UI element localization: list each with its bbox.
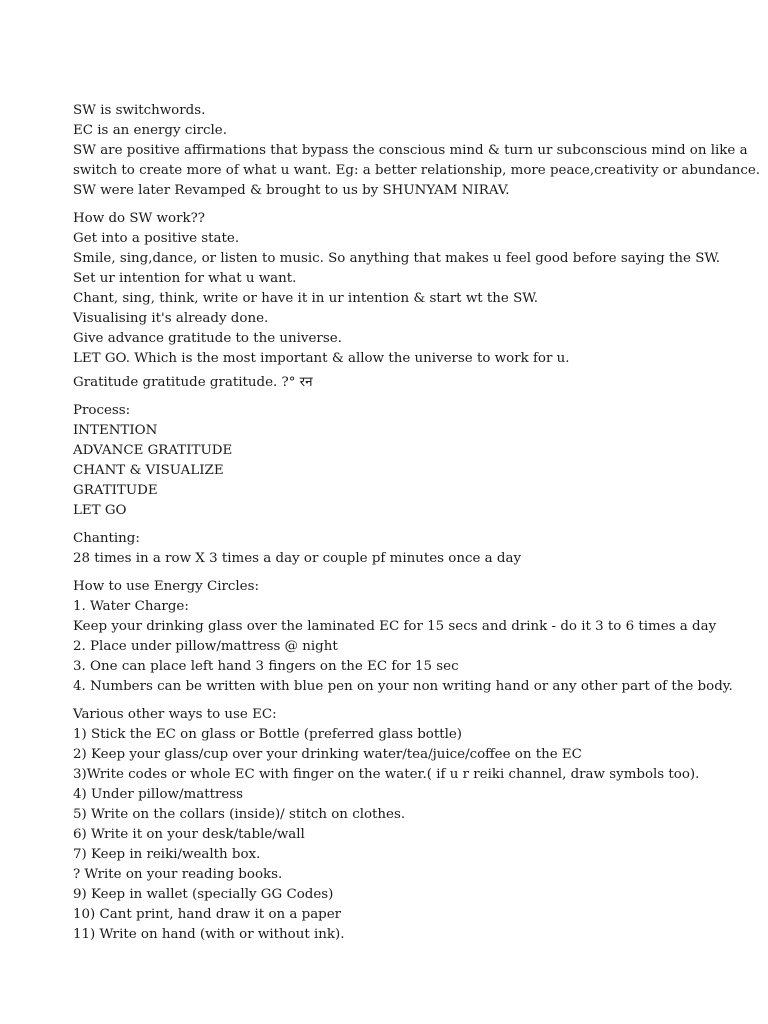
text-line: Get into a positive state. <box>73 231 240 246</box>
section-heading: Process: <box>73 403 131 418</box>
text-line: Keep your drinking glass over the laminated EC for 15 secs and drink - do it 3 to 6 times a day <box>73 619 717 634</box>
process-section <box>73 401 733 521</box>
process-step: ADVANCE GRATITUDE <box>73 443 233 458</box>
list-item: 5) Write on the collars (inside)/ stitch on clothes. <box>73 807 406 822</box>
list-item: ? Write on your reading books. <box>73 867 283 882</box>
text-line: Give advance gratitude to the universe. <box>73 331 342 346</box>
list-item: 9) Keep in wallet (specially GG Codes) <box>73 887 334 902</box>
list-item: 11) Write on hand (with or without ink). <box>73 927 345 942</box>
text-line: Smile, sing,dance, or listen to music. So anything that makes u feel good before saying the SW. <box>73 251 721 266</box>
section-heading: Chanting: <box>73 531 140 546</box>
chanting-section <box>73 529 733 569</box>
intro-section <box>73 101 761 201</box>
text-line: LET GO. Which is the most important & allow the universe to work for u. <box>73 351 570 366</box>
section-heading: How to use Energy Circles: <box>73 579 259 594</box>
text-line: SW were later Revamped & brought to us by SHUNYAM NIRAV. <box>73 183 510 198</box>
text-line: Visualising it's already done. <box>73 311 269 326</box>
list-item: 1. Water Charge: <box>73 599 189 614</box>
gratitude-line: Gratitude gratitude gratitude. ?° रन <box>73 375 313 390</box>
process-step: CHANT & VISUALIZE <box>73 463 224 478</box>
list-item: 3)Write codes or whole EC with finger on the water.( if u r reiki channel, draw symbols too). <box>73 767 700 782</box>
energy-circles-section <box>73 577 733 697</box>
list-item: 3. One can place left hand 3 fingers on the EC for 15 sec <box>73 659 459 674</box>
text-line: SW are positive affirmations that bypass the conscious mind & turn ur subconscious mind on like a <box>73 143 748 158</box>
list-item: 7) Keep in reiki/wealth box. <box>73 847 261 862</box>
text-line: EC is an energy circle. <box>73 123 227 138</box>
list-item: 4) Under pillow/mattress <box>73 787 244 802</box>
list-item: 4. Numbers can be written with blue pen on your non writing hand or any other part of the body. <box>73 679 733 694</box>
text-line: Chant, sing, think, write or have it in ur intention & start wt the SW. <box>73 291 538 306</box>
text-line: 28 times in a row X 3 times a day or couple pf minutes once a day <box>73 551 522 566</box>
text-line: switch to create more of what u want. Eg: a better relationship, more peace,creativity or abundance. <box>73 163 761 178</box>
section-heading: How do SW work?? <box>73 211 205 226</box>
list-item: 6) Write it on your desk/table/wall <box>73 827 305 842</box>
document-page <box>73 101 761 953</box>
list-item: 2) Keep your glass/cup over your drinking water/tea/juice/coffee on the EC <box>73 747 582 762</box>
how-sw-work-section <box>73 209 733 393</box>
process-step: GRATITUDE <box>73 483 158 498</box>
section-heading: Various other ways to use EC: <box>73 707 277 722</box>
list-item: 2. Place under pillow/mattress @ night <box>73 639 338 654</box>
text-line: Set ur intention for what u want. <box>73 271 297 286</box>
process-step: LET GO <box>73 503 127 518</box>
text-line: SW is switchwords. <box>73 103 206 118</box>
process-step: INTENTION <box>73 423 158 438</box>
list-item: 10) Cant print, hand draw it on a paper <box>73 907 342 922</box>
list-item: 1) Stick the EC on glass or Bottle (preferred glass bottle) <box>73 727 463 742</box>
other-ways-section <box>73 705 733 945</box>
